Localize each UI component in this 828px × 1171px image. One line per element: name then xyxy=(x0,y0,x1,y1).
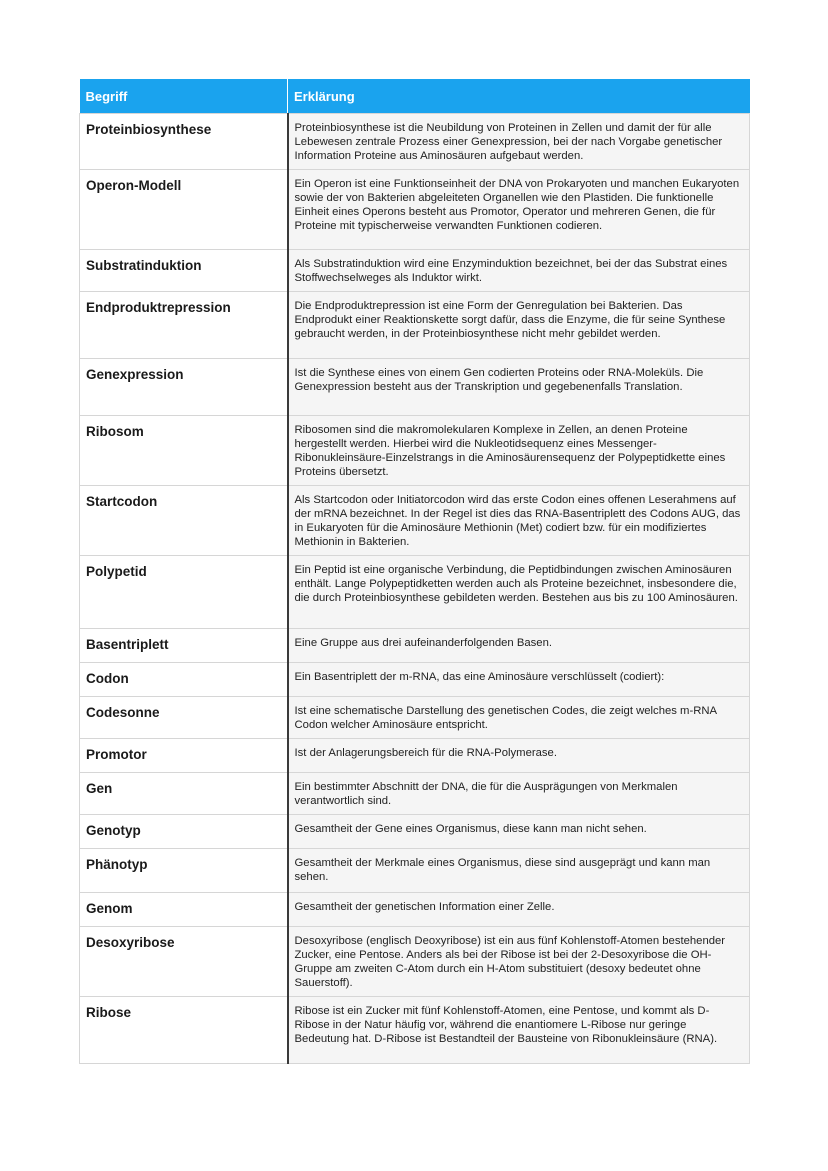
table-row xyxy=(80,739,750,773)
explanation-cell: Ist eine schematische Darstellung des genetischen Codes, die zeigt welches m-RNA Codon welcher Aminosäure entspricht. xyxy=(288,697,750,739)
term-cell: Phänotyp xyxy=(80,849,288,893)
term-cell: Genotyp xyxy=(80,815,288,849)
term-cell: Ribosom xyxy=(80,416,288,486)
term-cell: Codesonne xyxy=(80,697,288,739)
table-row xyxy=(80,663,750,697)
table-row xyxy=(80,359,750,416)
explanation-cell: Die Endproduktrepression ist eine Form der Genregulation bei Bakterien. Das Endprodukt einer Reaktionskette sorgt dafür, dass die Enzyme, die für seine Synthese gebraucht werden, in der Proteinbiosynthese nicht mehr gebildet werden. xyxy=(288,292,750,359)
explanation-cell: Gesamtheit der Gene eines Organismus, diese kann man nicht sehen. xyxy=(288,815,750,849)
explanation-cell: Desoxyribose (englisch Deoxyribose) ist ein aus fünf Kohlenstoff-Atomen bestehender Zucker, eine Pentose. Anders als bei der Ribose ist bei der 2-Desoxyribose die OH-Gruppe am zweiten C-Atom durch ein H-Atom substituiert (desoxy bedeutet ohne Sauerstoff). xyxy=(288,927,750,997)
term-cell: Startcodon xyxy=(80,486,288,556)
term-cell: Genom xyxy=(80,893,288,927)
table-row xyxy=(80,629,750,663)
table-row xyxy=(80,250,750,292)
table-row xyxy=(80,416,750,486)
table-row xyxy=(80,170,750,250)
table-row xyxy=(80,815,750,849)
term-cell: Basentriplett xyxy=(80,629,288,663)
explanation-cell: Als Substratinduktion wird eine Enzyminduktion bezeichnet, bei der das Substrat eines Stoffwechselweges als Induktor wirkt. xyxy=(288,250,750,292)
term-cell: Endproduktrepression xyxy=(80,292,288,359)
column-header-explanation: Erklärung xyxy=(288,79,750,114)
column-header-term: Begriff xyxy=(80,79,288,114)
term-cell: Codon xyxy=(80,663,288,697)
term-cell: Polypetid xyxy=(80,556,288,629)
explanation-cell: Ist der Anlagerungsbereich für die RNA-Polymerase. xyxy=(288,739,750,773)
term-cell: Proteinbiosynthese xyxy=(80,114,288,170)
term-cell: Operon-Modell xyxy=(80,170,288,250)
term-cell: Substratinduktion xyxy=(80,250,288,292)
term-cell: Gen xyxy=(80,773,288,815)
glossary-sheet xyxy=(79,79,749,1064)
term-cell: Genexpression xyxy=(80,359,288,416)
table-row xyxy=(80,697,750,739)
explanation-cell: Proteinbiosynthese ist die Neubildung von Proteinen in Zellen und damit der für alle Lebewesen zentrale Prozess einer Genexpression, bei der nach Vorgabe genetischer Information Proteine aus Aminosäuren aufgebaut werden. xyxy=(288,114,750,170)
table-body xyxy=(80,114,750,1064)
table-row xyxy=(80,773,750,815)
table-row xyxy=(80,556,750,629)
explanation-cell: Ist die Synthese eines von einem Gen codierten Proteins oder RNA-Moleküls. Die Genexpression besteht aus der Transkription und gegebenenfalls Translation. xyxy=(288,359,750,416)
glossary-table xyxy=(79,79,750,1064)
table-row xyxy=(80,114,750,170)
table-row xyxy=(80,893,750,927)
explanation-cell: Ein bestimmter Abschnitt der DNA, die für die Ausprägungen von Merkmalen verantwortlich sind. xyxy=(288,773,750,815)
explanation-cell: Ein Operon ist eine Funktionseinheit der DNA von Prokaryoten und manchen Eukaryoten sowie der von Bakterien abgeleiteten Organellen wie den Plastiden. Die funktionelle Einheit eines Operons besteht aus Promotor, Operator und mehreren Genen, die für Proteine mit typischerweise verwandten Funktionen codieren. xyxy=(288,170,750,250)
table-header xyxy=(80,79,750,114)
explanation-cell: Eine Gruppe aus drei aufeinanderfolgenden Basen. xyxy=(288,629,750,663)
table-row xyxy=(80,292,750,359)
table-row xyxy=(80,486,750,556)
table-row xyxy=(80,927,750,997)
explanation-cell: Gesamtheit der genetischen Information einer Zelle. xyxy=(288,893,750,927)
term-cell: Promotor xyxy=(80,739,288,773)
table-row xyxy=(80,997,750,1064)
explanation-cell: Ribosomen sind die makromolekularen Komplexe in Zellen, an denen Proteine hergestellt werden. Hierbei wird die Nukleotidsequenz eines Messenger-Ribonukleinsäure-Einzelstrangs in die Aminosäurensequenz der Polypeptidkette eines Proteins übersetzt. xyxy=(288,416,750,486)
term-cell: Desoxyribose xyxy=(80,927,288,997)
explanation-cell: Ribose ist ein Zucker mit fünf Kohlenstoff-Atomen, eine Pentose, und kommt als D-Ribose in der Natur häufig vor, während die enantiomere L-Ribose nur geringe Bedeutung hat. D-Ribose ist Bestandteil der Bausteine von Ribonukleinsäure (RNA). xyxy=(288,997,750,1064)
table-row xyxy=(80,849,750,893)
explanation-cell: Ein Peptid ist eine organische Verbindung, die Peptidbindungen zwischen Aminosäuren enthält. Lange Polypeptidketten werden auch als Proteine bezeichnet, insbesondere die, die durch Proteinbiosynthese gebildeten werden. Bestehen aus bis zu 100 Aminosäuren. xyxy=(288,556,750,629)
explanation-cell: Ein Basentriplett der m-RNA, das eine Aminosäure verschlüsselt (codiert): xyxy=(288,663,750,697)
term-cell: Ribose xyxy=(80,997,288,1064)
explanation-cell: Gesamtheit der Merkmale eines Organismus, diese sind ausgeprägt und kann man sehen. xyxy=(288,849,750,893)
explanation-cell: Als Startcodon oder Initiatorcodon wird das erste Codon eines offenen Leserahmens auf der mRNA bezeichnet. In der Regel ist dies das RNA-Basentriplett des Codons AUG, das in Eukaryoten für die Aminosäure Methionin (Met) codiert bzw. für ein modifiziertes Methionin in Bakterien. xyxy=(288,486,750,556)
